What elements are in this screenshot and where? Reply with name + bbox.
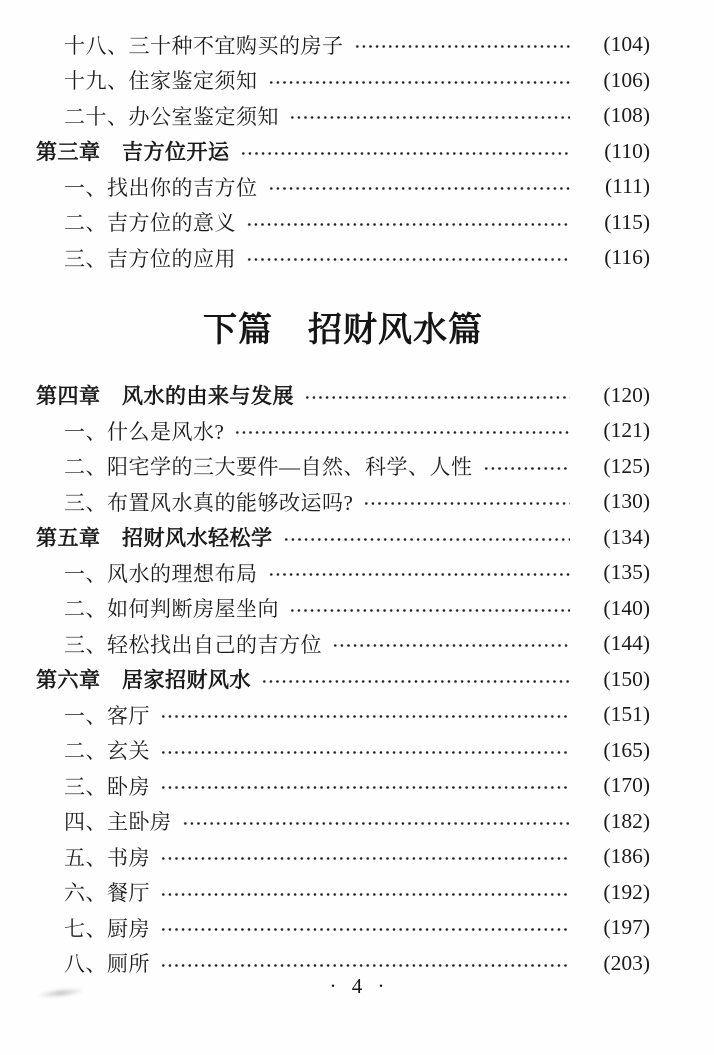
dot-leader-icon [283, 526, 571, 548]
toc-entry-label: 一、什么是风水? [64, 419, 225, 444]
dot-leader-icon [160, 739, 570, 761]
toc-entry [36, 98, 650, 134]
toc-entry-label: 三、卧房 [64, 774, 150, 799]
toc-entry [36, 378, 650, 414]
toc-entry-page: (165) [603, 737, 650, 762]
dot-leader-icon [160, 846, 570, 868]
toc-entry-page: (121) [603, 418, 650, 443]
toc-section-bottom [36, 378, 650, 982]
dot-leader-icon [240, 140, 571, 162]
toc-entry-label: 二、吉方位的意义 [64, 211, 236, 236]
toc-entry-page: (115) [604, 209, 650, 234]
dot-leader-icon [160, 952, 570, 974]
toc-entry-label: 六、餐厅 [64, 881, 150, 906]
toc-entry [36, 63, 650, 99]
part-heading-block [36, 276, 650, 378]
toc-entry-page: (144) [603, 631, 650, 656]
toc-entry [36, 449, 650, 485]
toc-entry-label: 三、吉方位的应用 [64, 246, 236, 271]
toc-entry [36, 205, 650, 241]
toc-entry-label: 十九、住家鉴定须知 [64, 69, 258, 94]
dot-leader-icon [234, 420, 570, 442]
dot-leader-icon [363, 491, 570, 513]
dot-leader-icon [160, 704, 570, 726]
toc-entry [36, 520, 650, 556]
toc-entry-label: 第五章 招财风水轻松学 [36, 526, 273, 551]
toc-entry-page: (151) [603, 702, 650, 727]
dot-leader-icon [289, 105, 570, 127]
toc-entry-page: (104) [603, 32, 650, 57]
toc-entry [36, 591, 650, 627]
toc-entry-label: 十八、三十种不宜购买的房子 [64, 33, 344, 58]
toc-entry [36, 555, 650, 591]
toc-entry [36, 240, 650, 276]
dot-leader-icon [304, 384, 570, 406]
toc-entry-page: (150) [603, 666, 650, 691]
dot-leader-icon [354, 34, 571, 56]
toc-entry-label: 二、阳宅学的三大要件—自然、科学、人性 [64, 455, 473, 480]
toc-entry-page: (203) [603, 950, 650, 975]
dot-leader-icon [246, 247, 570, 269]
toc-entry-page: (125) [603, 453, 650, 478]
toc-entry [36, 875, 650, 911]
toc-entry [36, 169, 650, 205]
toc-entry-page: (135) [603, 560, 650, 585]
toc-entry-page: (130) [603, 489, 650, 514]
dot-leader-icon [268, 562, 571, 584]
toc-entry-page: (170) [603, 773, 650, 798]
toc-entry [36, 768, 650, 804]
toc-entry-page: (197) [603, 915, 650, 940]
toc-entry-label: 第四章 风水的由来与发展 [36, 384, 294, 409]
toc-entry [36, 27, 650, 63]
toc-entry-label: 二、玄关 [64, 739, 150, 764]
toc-entry [36, 484, 650, 520]
dot-leader-icon [246, 211, 570, 233]
toc-entry-page: (192) [603, 879, 650, 904]
dot-leader-icon [268, 176, 571, 198]
toc-section-top [36, 27, 650, 276]
page-number-footer: · 4 · [329, 974, 385, 998]
toc-entry [36, 662, 650, 698]
dot-leader-icon [261, 668, 570, 690]
table-of-contents [36, 27, 650, 981]
toc-entry-label: 第六章 居家招财风水 [36, 668, 251, 693]
toc-entry-page: (108) [603, 103, 650, 128]
toc-entry [36, 134, 650, 170]
dot-leader-icon [268, 69, 571, 91]
toc-entry-label: 三、布置风水真的能够改运吗? [64, 490, 354, 515]
toc-entry-page: (120) [603, 382, 650, 407]
toc-entry [36, 804, 650, 840]
dot-leader-icon [289, 597, 570, 619]
toc-entry-label: 二十、办公室鉴定须知 [64, 104, 279, 129]
toc-entry [36, 733, 650, 769]
toc-entry-page: (110) [604, 138, 650, 163]
toc-entry-label: 第三章 吉方位开运 [36, 140, 230, 165]
toc-entry-label: 三、轻松找出自己的吉方位 [64, 632, 322, 657]
toc-entry [36, 839, 650, 875]
dot-leader-icon [483, 455, 571, 477]
toc-entry-page: (111) [605, 174, 650, 199]
toc-entry [36, 910, 650, 946]
dot-leader-icon [332, 633, 570, 655]
part-heading: 下篇 招财风水篇 [203, 310, 483, 350]
toc-entry-page: (106) [603, 67, 650, 92]
toc-entry-page: (186) [603, 844, 650, 869]
toc-entry-label: 五、书房 [64, 845, 150, 870]
toc-entry-label: 一、找出你的吉方位 [64, 175, 258, 200]
toc-entry [36, 626, 650, 662]
toc-entry-label: 四、主卧房 [64, 810, 172, 835]
toc-entry-page: (134) [603, 524, 650, 549]
toc-entry-label: 一、客厅 [64, 703, 150, 728]
toc-entry-label: 八、厕所 [64, 952, 150, 977]
toc-entry [36, 697, 650, 733]
toc-entry-page: (140) [603, 595, 650, 620]
toc-entry-label: 二、如何判断房屋坐向 [64, 597, 279, 622]
toc-entry-page: (182) [603, 808, 650, 833]
dot-leader-icon [160, 881, 570, 903]
toc-entry [36, 413, 650, 449]
dot-leader-icon [160, 775, 570, 797]
toc-entry-label: 七、厨房 [64, 916, 150, 941]
dot-leader-icon [182, 810, 571, 832]
toc-entry-page: (116) [604, 245, 650, 270]
toc-entry-label: 一、风水的理想布局 [64, 561, 258, 586]
dot-leader-icon [160, 917, 570, 939]
